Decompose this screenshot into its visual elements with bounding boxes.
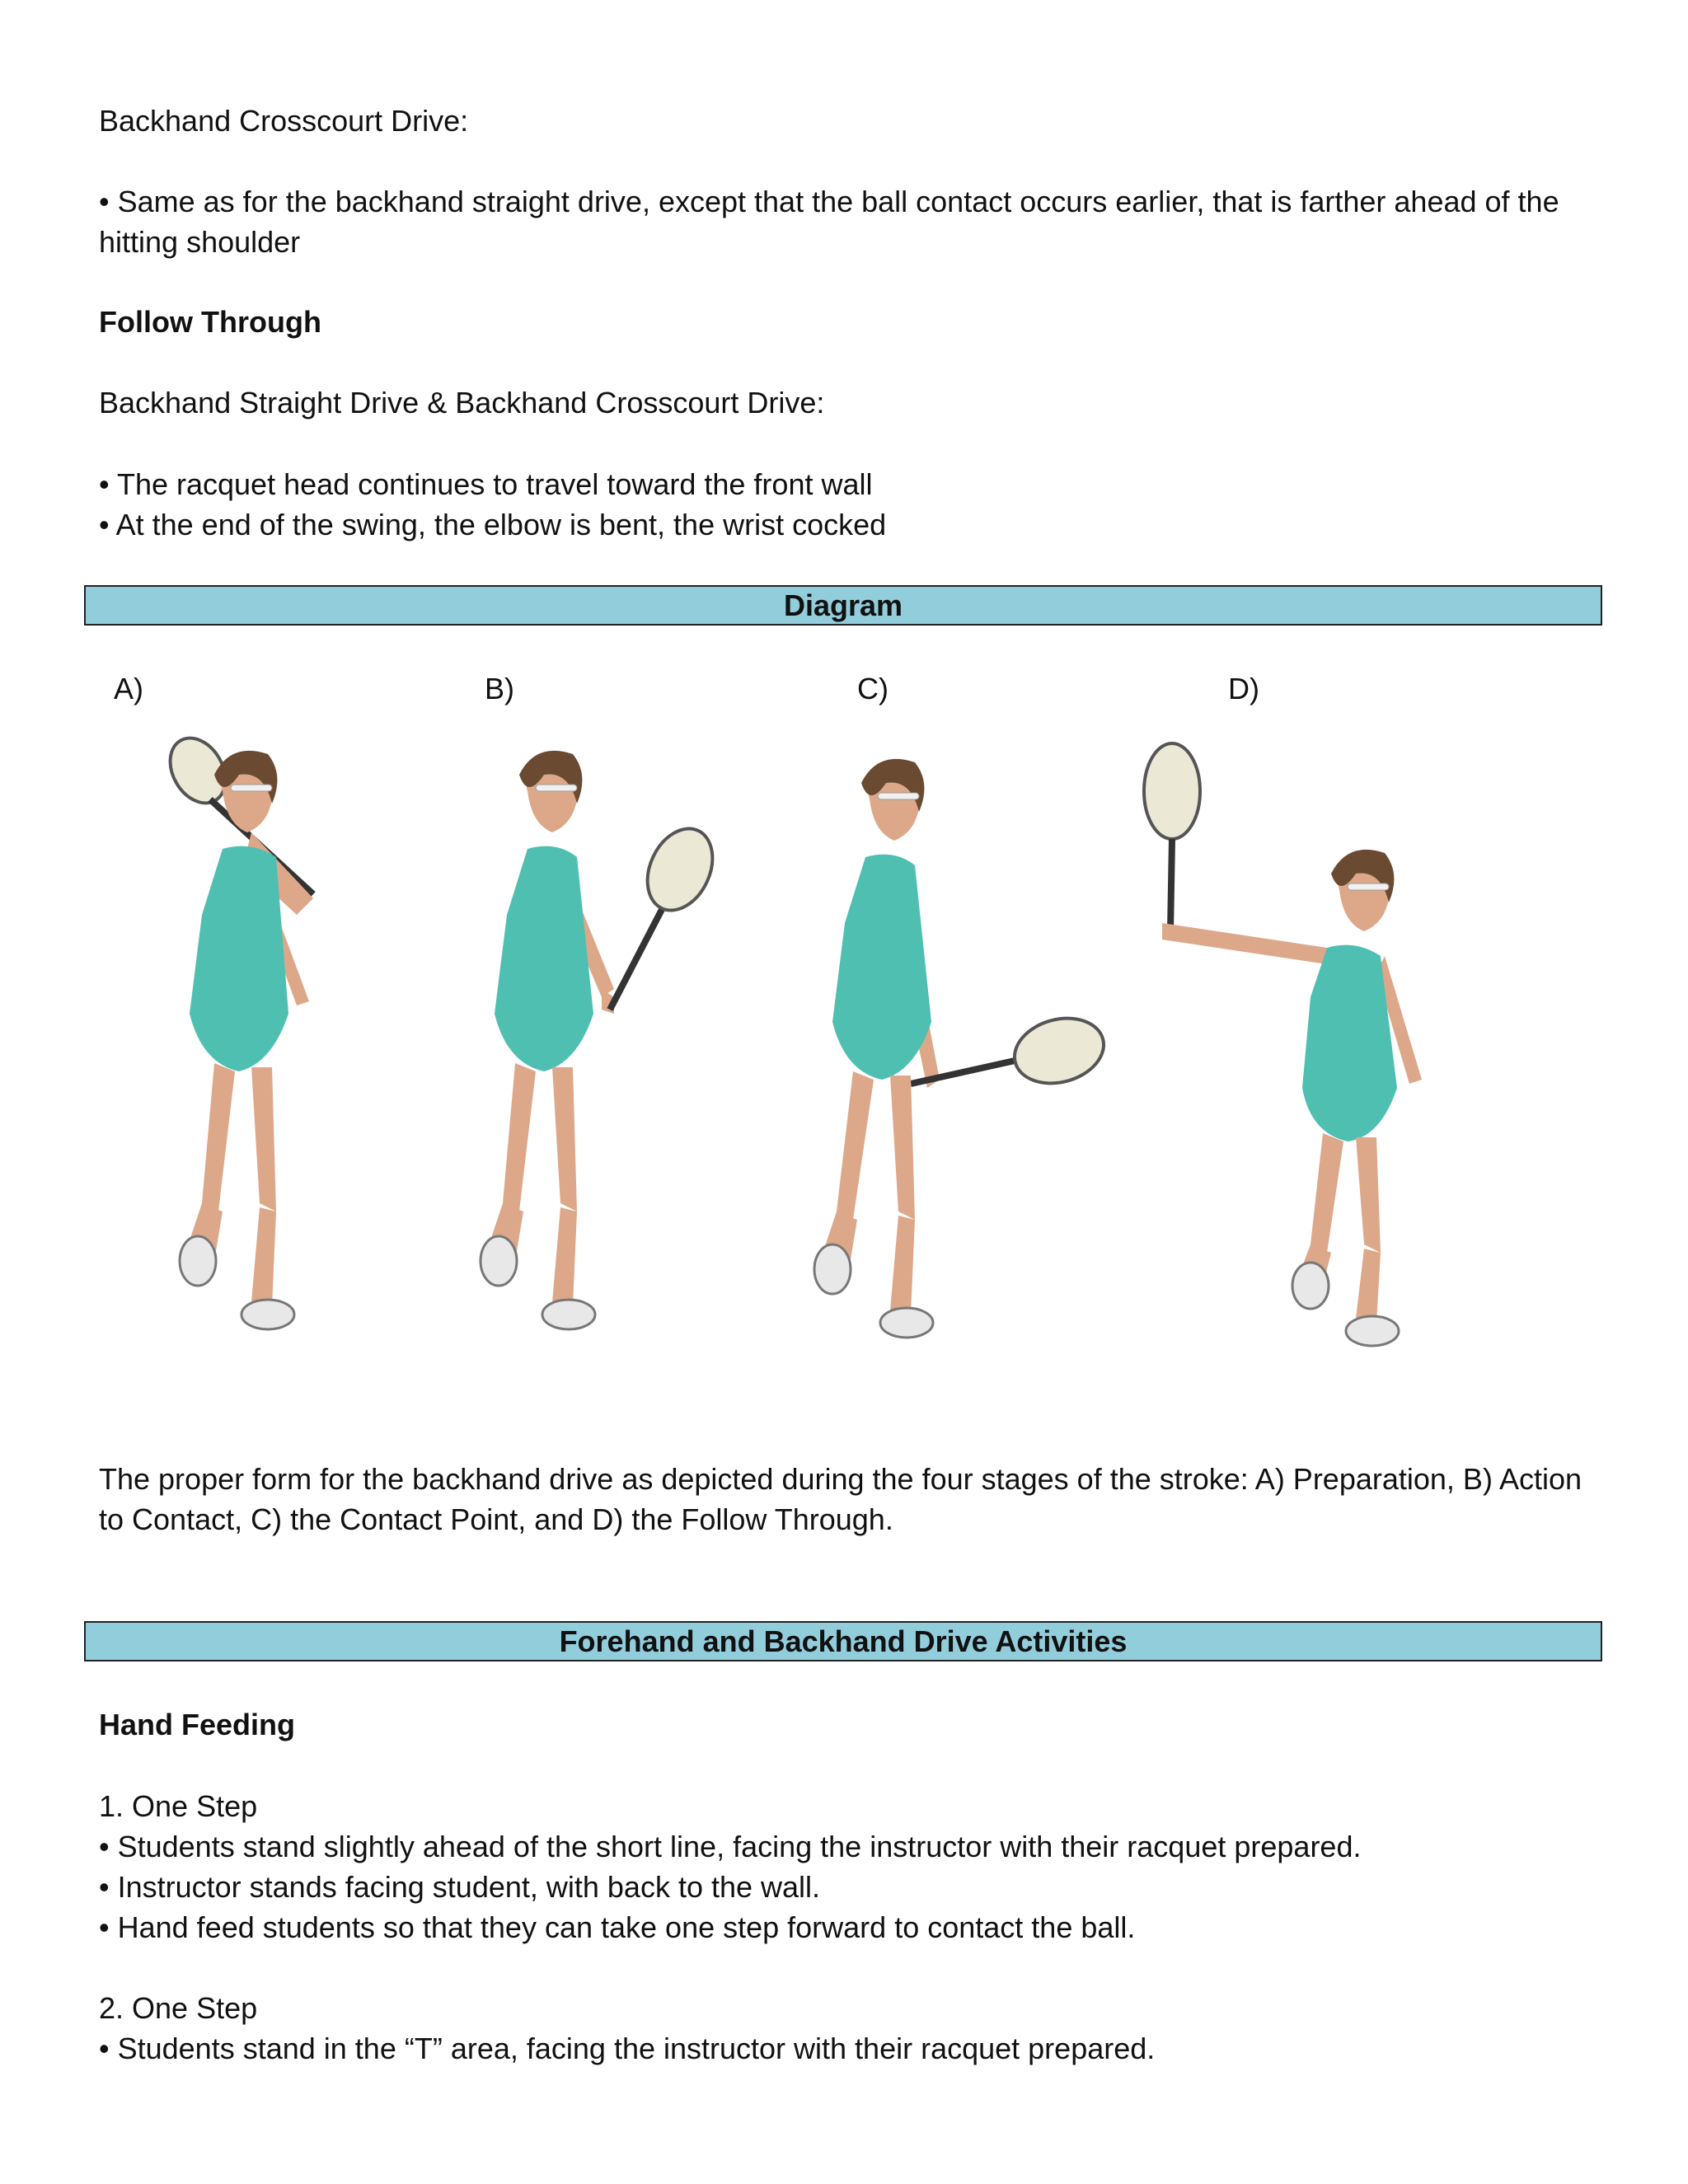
step1-title: 1. One Step xyxy=(99,1789,258,1823)
diagram-header-bar: Diagram xyxy=(84,585,1602,626)
diagram-label-b: B) xyxy=(485,672,514,705)
diagram-label-d: D) xyxy=(1228,672,1259,705)
activities-header-bar: Forehand and Backhand Drive Activities xyxy=(84,1621,1602,1661)
diagram-label-a: A) xyxy=(114,672,143,705)
step1-bullet: • Instructor stands facing student, with back to the wall. xyxy=(99,1870,821,1904)
player-figure-preparation xyxy=(107,725,453,1385)
backhand-crosscourt-bullet: • Same as for the backhand straight drive, except that the ball contact occurs earlier, that is farther ahead of the hitting shoulder xyxy=(99,185,1559,259)
step1-bullet: • Hand feed students so that they can take one step forward to contact the ball. xyxy=(99,1910,1136,1944)
player-figure-follow-through xyxy=(1137,725,1484,1385)
follow-through-subheading: Backhand Straight Drive & Backhand Crosscourt Drive: xyxy=(99,386,825,419)
follow-through-title: Follow Through xyxy=(99,305,321,339)
follow-through-bullet: • At the end of the swing, the elbow is bent, the wrist cocked xyxy=(99,508,887,541)
step2-title: 2. One Step xyxy=(99,1991,258,2025)
follow-through-bullet: • The racquet head continues to travel toward the front wall xyxy=(99,467,873,501)
step1-bullet: • Students stand slightly ahead of the short line, facing the instructor with their racquet prepared. xyxy=(99,1830,1362,1863)
player-figure-action-to-contact xyxy=(404,725,750,1385)
hand-feeding-title: Hand Feeding xyxy=(99,1708,296,1741)
diagram-label-c: C) xyxy=(857,672,889,705)
diagram-caption: The proper form for the backhand drive as depicted during the four stages of the stroke: A) Preparation, B) Action to Contact, C) the Contact Point, and D) the Follow Through. xyxy=(99,1462,1582,1536)
backhand-crosscourt-heading: Backhand Crosscourt Drive: xyxy=(99,104,469,138)
player-figure-contact-point xyxy=(775,725,1121,1385)
step2-bullet: • Students stand in the “T” area, facing the instructor with their racquet prepared. xyxy=(99,2032,1156,2065)
